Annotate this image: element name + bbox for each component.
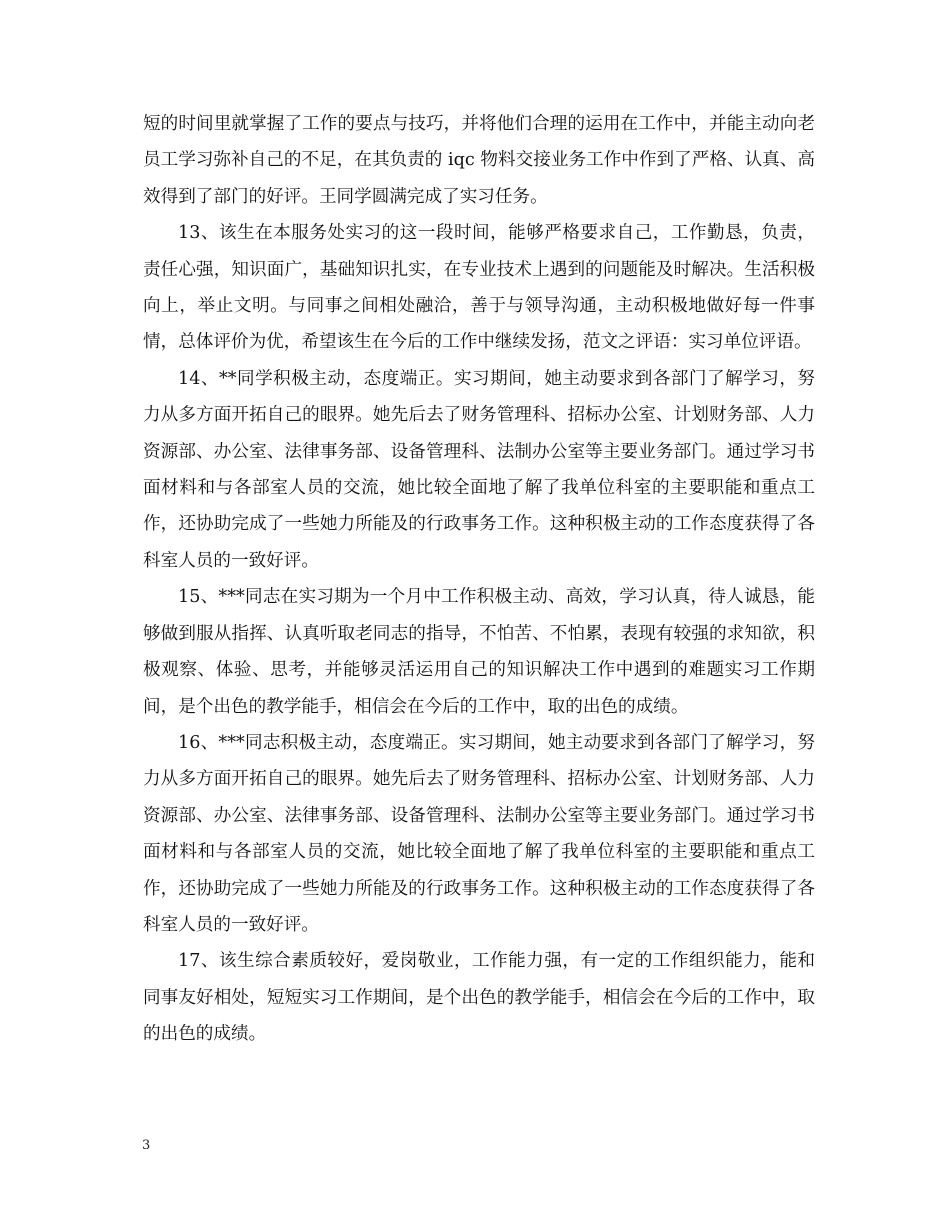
- paragraph-16: 16、***同志积极主动，态度端正。实习期间，她主动要求到各部门了解学习，努力从多方面开拓自己的眼界。她先后去了财务管理科、招标办公室、计划财务部、人力资源部、办公室、法律事务部、设备管理科、法制办公室等主要业务部门。通过学习书面材料和与各部室人员的交流，她比较全面地了解了我单位科室的主要职能和重点工作，还协助完成了一些她力所能及的行政事务工作。这种积极主动的工作态度获得了各科室人员的一致好评。: [143, 732, 815, 935]
- page-number: 3: [142, 1138, 151, 1153]
- paragraph-15: 15、***同志在实习期为一个月中工作积极主动、高效，学习认真，待人诚恳，能够做到服从指挥、认真听取老同志的指导，不怕苦、不怕累，表现有较强的求知欲，积极观察、体验、思考，并能够灵活运用自己的知识解决工作中遇到的难题实习工作期间，是个出色的教学能手，相信会在今后的工作中，取的出色的成绩。: [143, 587, 815, 717]
- paragraph-17: 17、该生综合素质较好，爱岗敬业，工作能力强，有一定的工作组织能力，能和同事友好相处，短短实习工作期间，是个出色的教学能手，相信会在今后的工作中，取的出色的成绩。: [143, 951, 815, 1045]
- paragraph-continuation: 短的时间里就掌握了工作的要点与技巧，并将他们合理的运用在工作中，并能主动向老员工学习弥补自己的不足，在其负责的 iqc 物料交接业务工作中作到了严格、认真、高效得到了部门的好评。王同学圆满完成了实习任务。: [143, 114, 815, 207]
- paragraph-13: 13、该生在本服务处实习的这一段时间，能够严格要求自己，工作勤恳，负责，责任心强，知识面广，基础知识扎实，在专业技术上遇到的问题能及时解决。生活积极向上，举止文明。与同事之间相处融洽，善于与领导沟通，主动积极地做好每一件事情，总体评价为优，希望该生在今后的工作中继续发扬，范文之评语：实习单位评语。: [143, 223, 815, 353]
- document-body: [143, 106, 815, 1053]
- paragraph-14: 14、**同学积极主动，态度端正。实习期间，她主动要求到各部门了解学习，努力从多方面开拓自己的眼界。她先后去了财务管理科、招标办公室、计划财务部、人力资源部、办公室、法律事务部、设备管理科、法制办公室等主要业务部门。通过学习书面材料和与各部室人员的交流，她比较全面地了解了我单位科室的主要职能和重点工作，还协助完成了一些她力所能及的行政事务工作。这种积极主动的工作态度获得了各科室人员的一致好评。: [143, 368, 815, 571]
